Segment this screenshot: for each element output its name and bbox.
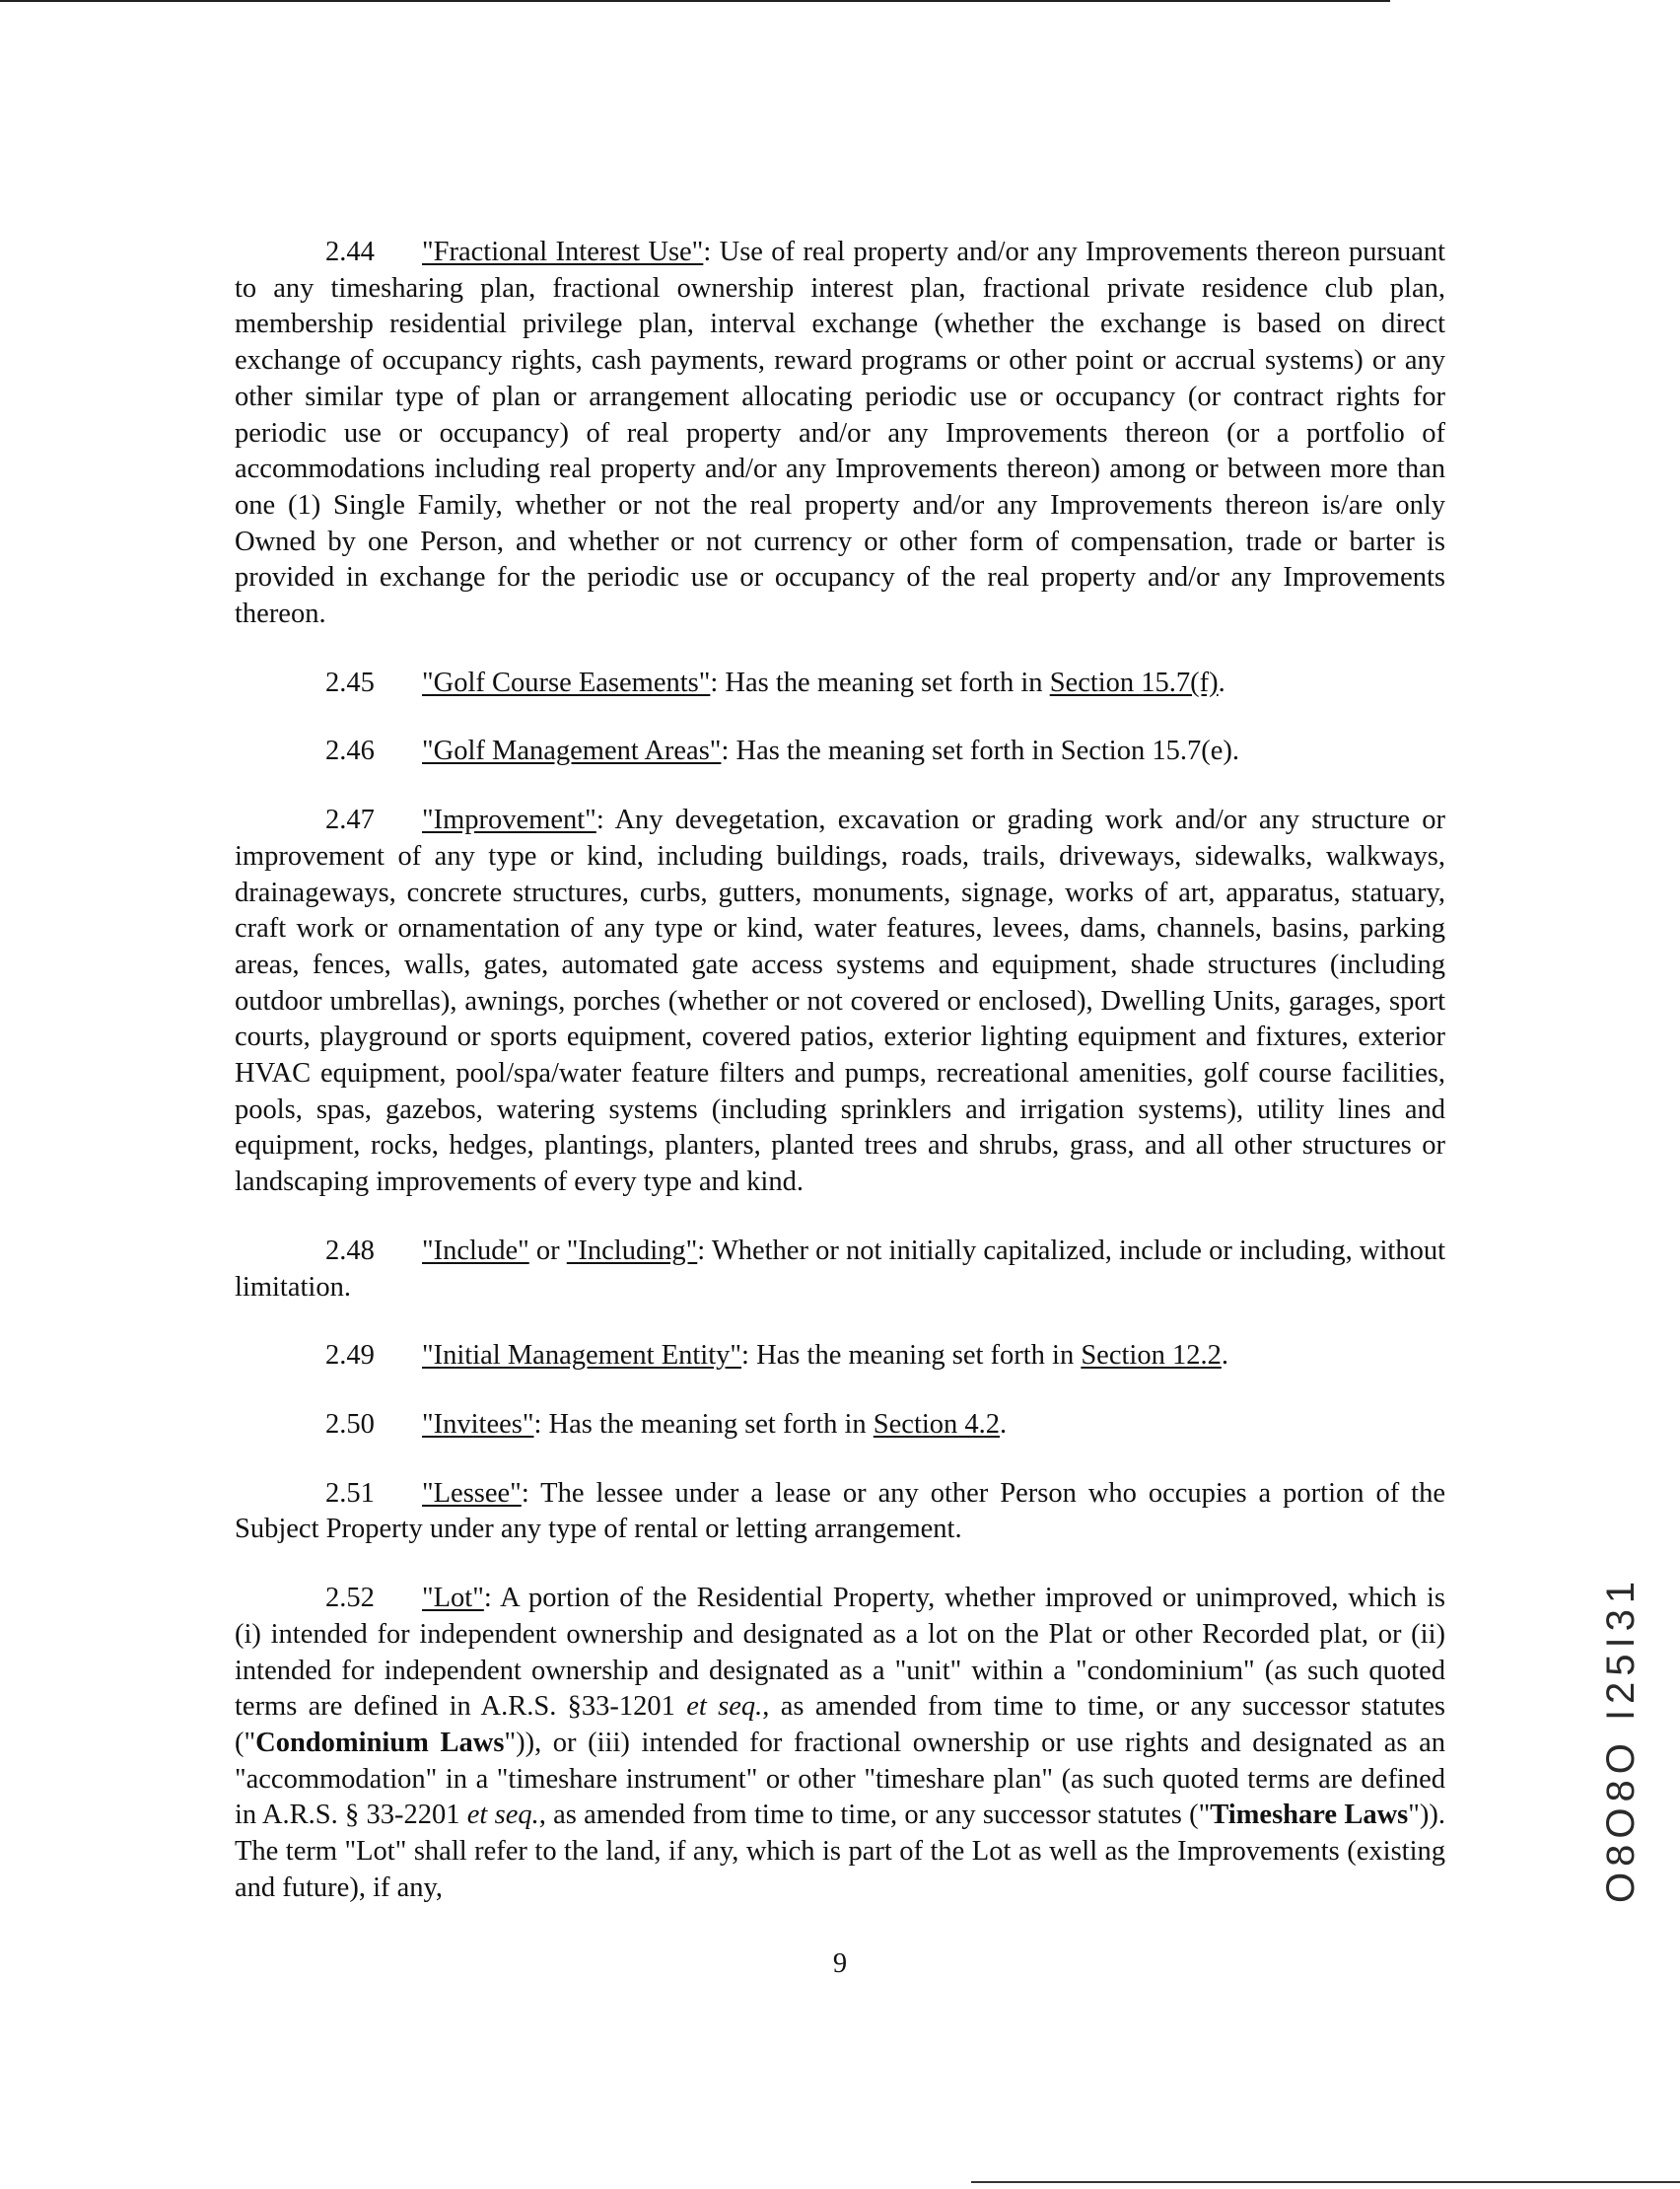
definition-text-tail: .	[1218, 667, 1225, 698]
defined-term: "Improvement"	[422, 805, 596, 836]
defined-term: "Initial Management Entity"	[422, 1340, 742, 1372]
definition-2-51	[235, 1476, 1445, 1548]
definition-text: , as amended from time to time, or any successor statutes ("	[235, 1691, 1445, 1758]
defined-term: "Include"	[422, 1235, 529, 1266]
scan-edge-bottom	[971, 2181, 1680, 2183]
defined-term: "Lessee"	[422, 1477, 522, 1509]
scan-edge-top	[0, 0, 1390, 2]
definition-text: : Any devegetation, excavation or grading work and/or any structure or improvement of any type or kind, including buildings, roads, trails, driveways, sidewalks, walkways, drainageways, concrete structures, curbs, gutters, monuments, signage, works of art, apparatus, statuary, craft work or ornamentation of any type or kind, water features, levees, dams, channels, basins, parking areas, fences, walls, gates, automated gate access systems and equipment, shade structures (including outdoor umbrellas), awnings, porches (whether or not covered or enclosed), Dwelling Units, garages, sport courts, playground or sports equipment, covered patios, exterior lighting equipment and fixtures, exterior HVAC equipment, pool/spa/water feature filters and pumps, recreational amenities, golf course facilities, pools, spas, gazebos, watering systems (including sprinklers and irrigation systems), utility lines and equipment, rocks, hedges, plantings, planters, planted trees and shrubs, grass, and all other structures or landscaping improvements of every type and kind.	[235, 805, 1445, 1198]
definition-number: 2.45	[325, 667, 375, 698]
definition-number: 2.46	[325, 736, 375, 767]
definition-2-45	[235, 666, 1445, 702]
defined-term: "Golf Course Easements"	[422, 667, 711, 698]
definition-text-tail: .	[1221, 1340, 1228, 1372]
term-connector: or	[528, 1235, 567, 1266]
definition-text: ")), or (iii) intended for fractional ownership or use rights and designated as an "accommodation" in a "timeshare instrument" or other "timeshare plan" (as such quoted terms are defined in A.R.S. § 33-2201	[235, 1727, 1445, 1831]
timeshare-laws-term: Timeshare Laws	[1210, 1800, 1409, 1831]
section-reference: Section 15.7(f)	[1049, 667, 1219, 698]
definition-2-46	[235, 734, 1445, 770]
et-seq-italic: et seq.	[466, 1800, 539, 1831]
definition-number: 2.47	[325, 805, 375, 836]
page-number: 9	[832, 1948, 848, 1979]
definition-2-52	[235, 1581, 1445, 1906]
definition-number: 2.49	[325, 1340, 375, 1372]
definition-number: 2.52	[325, 1583, 375, 1614]
definition-text: : Whether or not initially capitalized, include or including, without limitation.	[235, 1235, 1445, 1303]
definition-number: 2.48	[325, 1235, 375, 1266]
defined-term-alt: "Including"	[566, 1235, 698, 1266]
section-reference: Section 4.2	[873, 1408, 1001, 1440]
section-reference: Section 12.2	[1081, 1340, 1222, 1372]
definition-text: : Has the meaning set forth in Section 15.7(e).	[721, 736, 1239, 767]
definition-text: : Has the meaning set forth in	[533, 1408, 874, 1440]
definition-2-48	[235, 1234, 1445, 1306]
definition-text: : The lessee under a lease or any other Person who occupies a portion of the Subject Property under any type of rental or letting arrangement.	[235, 1477, 1445, 1545]
definition-2-49	[235, 1338, 1445, 1375]
definition-text: ")). The term "Lot" shall refer to the land, if any, which is part of the Lot as well as the Improvements (existing and future), if any,	[235, 1800, 1446, 1903]
definition-text: : A portion of the Residential Property, whether improved or unimproved, which is (i) intended for independent ownership and designated as a lot on the Plat or other Recorded plat, or (ii) intended for independent ownership and designated as a "unit" within a "condominium" (as such quoted terms are defined in A.R.S. §33-1201	[235, 1583, 1445, 1723]
definition-2-50	[235, 1407, 1445, 1444]
definition-number: 2.51	[325, 1477, 375, 1509]
document-body	[235, 235, 1445, 1906]
definition-2-44	[235, 235, 1445, 633]
definition-2-47	[235, 803, 1445, 1201]
defined-term: "Golf Management Areas"	[422, 736, 722, 767]
definition-text: : Use of real property and/or any Improvements thereon pursuant to any timesharing plan, fractional ownership interest plan, fractional private residence club plan, membership residential privilege plan, interval exchange (whether the exchange is based on direct exchange of occupancy rights, cash payments, reward programs or other point or accrual systems) or any other similar type of plan or arrangement allocating periodic use or occupancy (or contract rights for periodic use or occupancy) of real property and/or any Improvements thereon (or a portfolio of accommodations including real property and/or any Improvements thereon) among or between more than one (1) Single Family, whether or not the real property and/or any Improvements thereon is/are only Owned by one Person, and whether or not currency or other form of compensation, trade or barter is provided in exchange for the periodic use or occupancy of the real property and/or any Improvements thereon.	[235, 237, 1446, 630]
recording-stamp: O8O8O I25I31	[1599, 1575, 1643, 1903]
definition-text-tail: .	[1000, 1408, 1008, 1440]
defined-term: "Fractional Interest Use"	[422, 237, 704, 267]
defined-term: "Lot"	[422, 1583, 484, 1614]
definition-number: 2.44	[325, 237, 375, 267]
definition-text: , as amended from time to time, or any successor statutes ("	[538, 1800, 1211, 1831]
definition-number: 2.50	[325, 1408, 375, 1440]
definition-text: : Has the meaning set forth in	[741, 1340, 1082, 1372]
defined-term: "Invitees"	[422, 1408, 534, 1440]
definition-text: : Has the meaning set forth in	[710, 667, 1050, 698]
condominium-laws-term: Condominium Laws	[255, 1727, 505, 1758]
et-seq-italic: et seq.	[686, 1691, 763, 1723]
